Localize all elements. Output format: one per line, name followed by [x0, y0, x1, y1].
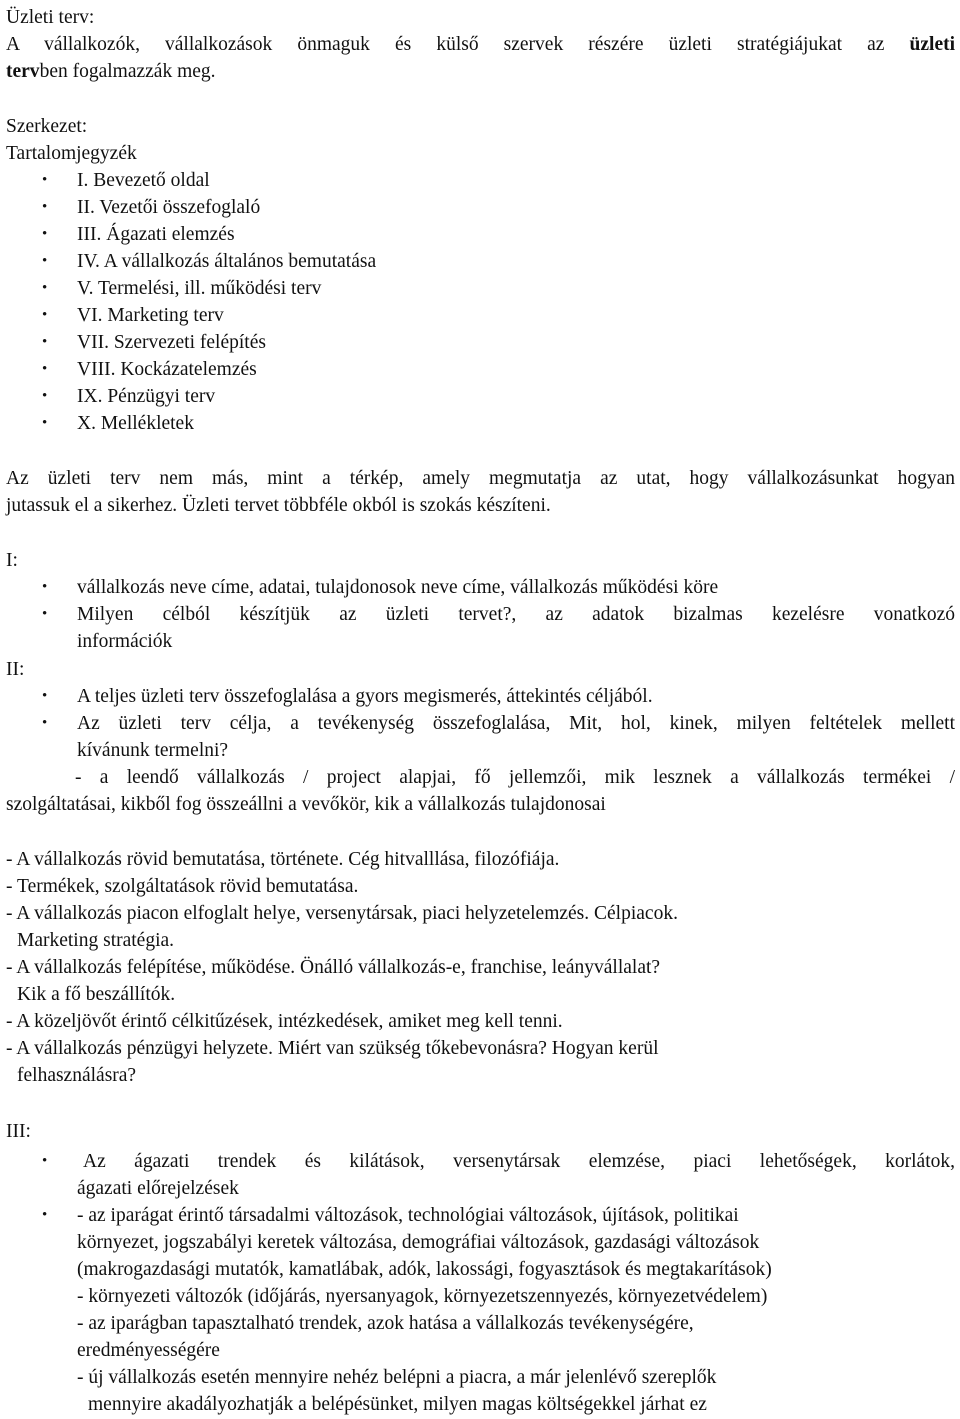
- bullet-icon: •: [42, 253, 48, 269]
- dash-line: - A vállalkozás pénzügyi helyzete. Miért van szükség tőkebevonásra? Hogyan kerül: [6, 1038, 659, 1059]
- toc-item: V. Termelési, ill. működési terv: [77, 278, 322, 299]
- section-3-bullet-1: [77, 1148, 955, 1175]
- dash-line-cont: Kik a fő beszállítók.: [17, 984, 176, 1005]
- toc-item: X. Mellékletek: [77, 413, 194, 434]
- bullet-icon: •: [42, 172, 48, 188]
- dash-line: - A közeljövőt érintő célkitűzések, intézkedések, amiket meg kell tenni.: [6, 1011, 563, 1032]
- toc-item: II. Vezetői összefoglaló: [77, 197, 261, 218]
- bullet-icon: •: [42, 361, 48, 377]
- section-3-bullet-1-cont: ágazati előrejelzések: [77, 1178, 239, 1199]
- section-3-line: eredményességére: [77, 1340, 220, 1361]
- section-1-label: I:: [6, 550, 18, 571]
- dash-line-cont: felhasználásra?: [17, 1065, 137, 1086]
- dash-line-cont: Marketing stratégia.: [17, 930, 175, 951]
- bullet-icon: •: [42, 579, 48, 595]
- map-paragraph-line-2: jutassuk el a sikerhez. Üzleti tervet többféle okból is szokás készíteni.: [6, 495, 551, 516]
- document-title: Üzleti terv:: [6, 7, 95, 28]
- section-3-line: környezet, jogszabályi keretek változása, demográfiai változások, gazdasági változások: [77, 1232, 760, 1253]
- dash-line: - A vállalkozás felépítése, működése. Önálló vállalkozás-e, franchise, leányvállalat?: [6, 957, 661, 978]
- toc-item: VII. Szervezeti felépítés: [77, 332, 266, 353]
- bullet-icon: •: [42, 280, 48, 296]
- section-3-bullet-1-text: Az ágazati trendek és kilátások, versenytársak elemzése, piaci lehetőségek, korlátok,: [83, 1151, 955, 1172]
- intro-bold-keyword: üzleti: [909, 34, 956, 55]
- bullet-icon: •: [42, 307, 48, 323]
- section-3-line: - az iparágban tapasztalható trendek, azok hatása a vállalkozás tevékenységére,: [77, 1313, 694, 1334]
- toc-item: III. Ágazati elemzés: [77, 224, 235, 245]
- bullet-icon: •: [42, 715, 48, 731]
- section-3-line: (makrogazdasági mutatók, kamatlábak, adók, lakossági, fogyasztások és megtakarítások): [77, 1259, 772, 1280]
- toc-item: VIII. Kockázatelemzés: [77, 359, 257, 380]
- toc-item: IX. Pénzügyi terv: [77, 386, 216, 407]
- section-2-para-line-1: - a leendő vállalkozás / project alapjai, fő jellemzői, mik lesznek a vállalkozás termékei /: [75, 767, 955, 788]
- section-2-label: II:: [6, 659, 25, 680]
- bullet-icon: •: [42, 1153, 48, 1169]
- intro-bold-keyword-2: terv: [6, 61, 40, 82]
- dash-line: - Termékek, szolgáltatások rövid bemutatása.: [6, 876, 359, 897]
- section-3-label: III:: [6, 1121, 31, 1142]
- intro-line-1: [6, 31, 955, 58]
- toc-item: IV. A vállalkozás általános bemutatása: [77, 251, 377, 272]
- section-2-bullet-1: A teljes üzleti terv összefoglalása a gyors megismerés, áttekintés céljából.: [77, 686, 653, 707]
- bullet-icon: •: [42, 688, 48, 704]
- bullet-icon: •: [42, 388, 48, 404]
- section-3-line: mennyire akadályozhatják a belépésünket, milyen magas költségekkel járhat ez: [88, 1394, 707, 1415]
- bullet-icon: •: [42, 199, 48, 215]
- bullet-icon: •: [42, 226, 48, 242]
- toc-label: Tartalomjegyzék: [6, 143, 137, 164]
- dash-line: - A vállalkozás piacon elfoglalt helye, versenytársak, piaci helyzetelemzés. Célpiacok.: [6, 903, 678, 924]
- section-2-bullet-2: Az üzleti terv célja, a tevékenység összefoglalása, Mit, hol, kinek, milyen feltételek mellett: [77, 713, 955, 734]
- bullet-icon: •: [42, 334, 48, 350]
- intro-line-2: [6, 58, 216, 85]
- intro-text-2: ben fogalmazzák meg.: [39, 61, 216, 82]
- section-3-line: - környezeti változók (időjárás, nyersanyagok, környezetszennyezés, környezetvédelem): [77, 1286, 768, 1307]
- bullet-icon: •: [42, 1207, 48, 1223]
- section-1-bullet-2-cont: információk: [77, 631, 173, 652]
- map-paragraph-line-1: Az üzleti terv nem más, mint a térkép, amely megmutatja az utat, hogy vállalkozásunkat hogyan: [6, 468, 955, 489]
- section-3-line: - új vállalkozás esetén mennyire nehéz belépni a piacra, a már jelenlévő szereplők: [77, 1367, 717, 1388]
- toc-item: I. Bevezető oldal: [77, 170, 210, 191]
- structure-label: Szerkezet:: [6, 116, 88, 137]
- section-3-line: - az iparágat érintő társadalmi változások, technológiai változások, újítások, politikai: [77, 1205, 739, 1226]
- section-2-para-line-2: szolgáltatásai, kikből fog összeállni a vevőkör, kik a vállalkozás tulajdonosai: [6, 794, 606, 815]
- bullet-icon: •: [42, 415, 48, 431]
- section-1-bullet-2: Milyen célból készítjük az üzleti tervet?, az adatok bizalmas kezelésre vonatkozó: [77, 604, 955, 625]
- intro-text: A vállalkozók, vállalkozások önmaguk és külső szervek részére üzleti stratégiájukat az: [6, 34, 885, 55]
- toc-item: VI. Marketing terv: [77, 305, 224, 326]
- section-1-bullet-1: vállalkozás neve címe, adatai, tulajdonosok neve címe, vállalkozás működési köre: [77, 577, 719, 598]
- section-2-bullet-2-cont: kívánunk termelni?: [77, 740, 229, 761]
- dash-line: - A vállalkozás rövid bemutatása, története. Cég hitvalllása, filozófiája.: [6, 849, 560, 870]
- bullet-icon: •: [42, 606, 48, 622]
